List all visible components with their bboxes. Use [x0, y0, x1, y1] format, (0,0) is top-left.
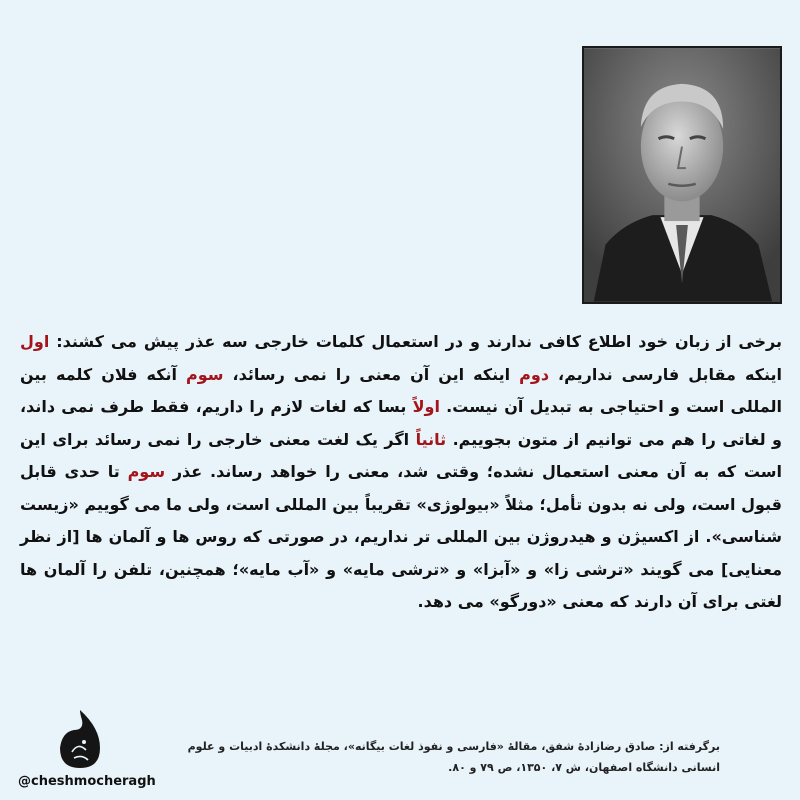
- highlighted-word: اول: [20, 332, 50, 351]
- paragraph-segment: آنکه فلان کلمه بین المللی است و احتیاجی به تبدیل آن نیست.: [20, 364, 782, 416]
- portrait-photo: [582, 46, 782, 304]
- source-citation: برگرفته از: صادق رضازادهٔ شفق، مقالهٔ «فارسی و نفوذ لغات بیگانه»، مجلهٔ دانشکدهٔ ادبیات و علوم انسانی دانشگاه اصفهان، ش ۷، ۱۳۵۰، ص ۷۹ و ۸۰.: [187, 740, 720, 774]
- quote-paragraph: [20, 326, 782, 619]
- paragraph-segment: اینکه مقابل فارسی نداریم،: [549, 364, 782, 384]
- paragraph-segment: اینکه این آن معنی را نمی رسائد،: [223, 364, 520, 384]
- paragraph-segment: برخی از زبان خود اطلاع کافی ندارند و در استعمال کلمات خارجی سه عذر پیش می کشند:: [49, 332, 782, 351]
- social-handle[interactable]: @cheshmocheragh: [18, 774, 156, 789]
- portrait-image: [584, 48, 780, 302]
- paragraph-segment: تا حدی قابل قبول است، ولی نه بدون تأمل؛ مثلاً «بیولوژی» تقریباً بین المللی است، ولی ما می گوییم «زیست شناسی». از اکسیژن و هیدروژن بین المللی تر نداریم، در صورتی که روس ها و آلمان ها [از نظر معنایی] می گویند «ترشی زا» و «آبزا» و «ترشی مایه» و «آب مایه»؛ همچنین، تلفن را آلمان ها لغتی برای آن دارند که معنی «دورگو» می دهد.: [20, 462, 782, 611]
- paisley-logo-icon: [56, 708, 104, 770]
- highlighted-word: سوم: [127, 462, 166, 481]
- highlighted-word: ثانیاً: [415, 429, 447, 449]
- paragraph-segment: بسا که لغات لازم را داریم، فقط طرف نمی داند، و لغاتی را هم می توانیم از متون بجوییم.: [20, 397, 782, 449]
- highlighted-word: اولاً: [412, 397, 440, 416]
- highlighted-word: دوم: [519, 364, 550, 384]
- highlighted-word: سوم: [186, 364, 224, 384]
- paragraph-segment: اگر یک لغت معنی خارجی را نمی رسائد برای این است که به آن معنی استعمال نشده؛ وقتی شد، معنی را خواهد رساند. عذر: [20, 429, 782, 481]
